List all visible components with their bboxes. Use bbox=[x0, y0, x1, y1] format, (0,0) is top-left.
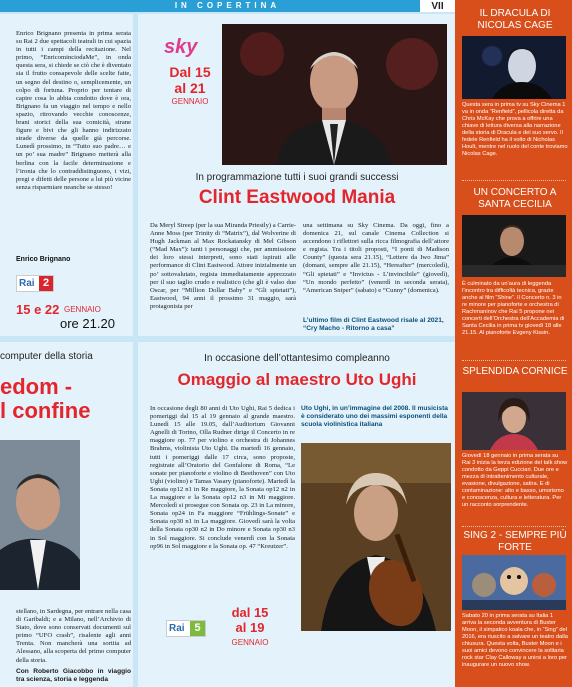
rai5-logo-number: 5 bbox=[190, 621, 205, 636]
sidebar-item-2-title: SPLENDIDA CORNICE bbox=[462, 366, 568, 377]
giacobbo-credit: Con Roberto Giacobbo in viaggio tra scienza, storia e leggenda bbox=[16, 667, 131, 683]
eastwood-headline: Clint Eastwood Mania bbox=[198, 187, 396, 208]
eastwood-caption: L’ultimo film di Clint Eastwood risale al 2021, “Cry Macho - Ritorno a casa” bbox=[303, 317, 444, 332]
sidebar-item-2-photo bbox=[462, 392, 566, 450]
eastwood-dates-to: al 21 bbox=[174, 80, 206, 96]
giacobbo-photo bbox=[0, 440, 80, 590]
eastwood-article-col2: una settimana su Sky Cinema. Da oggi, fino a domenica 21, sul canale Cinema Collection si accendono i riflettori sulla ricca filmografia dell’attore e regista. Tra i titoli proposti, “I ponti di Madison County” (questa sera 21.15), “Lettere da Iwo Jima” (domani, sempre alle 21.15), “Hereafter” (mercoledì), “Gli spietati” e “Invictus - L’invincibile” (giovedì), “Un mondo perfetto” (venerdì in seconda serata), “American Sniper” (sabato) e “Cunny” (domenica). bbox=[303, 222, 449, 294]
rai2-logo bbox=[16, 275, 54, 292]
giacobbo-kicker: computer della storia bbox=[0, 351, 93, 362]
ughi-kicker: In occasione dell’ottantesimo compleanno bbox=[204, 353, 390, 364]
sidebar-item-0-text: Questa sera in prima tv su Sky Cinema 1 va in onda “Renfield”, pellicola diretta da Chris McKay che prova a offrire una chiave di lettura diversa alla narrazione della storia di Dracula e del suo servo. Il fedele Renfield ha il volto di Nicholas Hoult, mentre nel ruolo del conte troviamo Nicolas Cage. bbox=[462, 102, 568, 157]
sing2-illustration bbox=[462, 555, 566, 610]
sidebar-item-3-text: Sabato 20 in prima serata su Italia 1 arriva la seconda avventura di Buster Moon, il simpatico koala che, in “Sing” del 2016, era riuscito a salvare un teatro dalla chiusura. Questa volta, Buster Moon e i suoi amici devono convincere la solitaria rock star Clay Calloway a unirsi a loro per inaugurare un nuovo show. bbox=[462, 613, 568, 668]
ughi-photo bbox=[301, 443, 451, 631]
sidebar-separator bbox=[462, 360, 566, 361]
giacobbo-headline-line1: edom - bbox=[0, 374, 73, 399]
section-title: IN COPERTINA bbox=[174, 1, 281, 10]
kissin-illustration bbox=[462, 215, 566, 277]
ughi-dates bbox=[215, 605, 285, 635]
brignano-dates: 15 e 22 bbox=[16, 302, 60, 317]
sidebar-item-3-photo bbox=[462, 555, 566, 610]
giacobbo-headline-line2: l confine bbox=[0, 398, 91, 423]
sidebar-item-3-title: SING 2 - SEMPRE PIÙ FORTE bbox=[463, 530, 567, 553]
ughi-portrait-illustration bbox=[301, 443, 451, 631]
rai2-logo-number: 2 bbox=[39, 276, 53, 291]
sidebar-item-1-text: È culminato da un’aura di leggenda l’incontro tra difficoltà tecnica, grazie anche al film “Shine”. Il Concerto n. 3 in re minore per pianoforte e orchestra di Rachmaninov che Rai 5 propone nei concerti dell’Orchestra dell’Accademia di Santa Cecilia in prima tv giovedì 18 alle 21.15. Al pianoforte Evgeny Kissin. bbox=[462, 281, 565, 336]
eastwood-kicker: In programmazione tutti i suoi grandi successi bbox=[195, 172, 399, 183]
eastwood-photo bbox=[222, 24, 447, 165]
giacobbo-article-text bbox=[16, 608, 131, 684]
rai2-logo-text: Rai bbox=[19, 278, 35, 289]
sidebar-item-1-photo bbox=[462, 215, 566, 277]
sidebar-item-0-title: IL DRACULA DI NICOLAS CAGE bbox=[477, 8, 553, 31]
eastwood-month: GENNAIO bbox=[171, 97, 209, 106]
cucciari-illustration bbox=[462, 392, 566, 450]
brignano-time: ore 21.20 bbox=[60, 316, 115, 331]
giacobbo-portrait-illustration bbox=[0, 440, 80, 590]
ughi-article-text: In occasione degli 80 anni di Uto Ughi, Rai 5 dedica i pomeriggi dal 15 al 19 gennaio al grande maestro. Lunedì 15 alle 19.05, dall’Auditorium Giovanni Agnelli di Torino, Olla Rudner dirige il Concerto in re maggiore op. 77 per violino e orchestra di Johannes Brahms, violinista Uto Ughi. Da martedì 16 gennaio, tutti i pomeriggi dalle 17 circa, sono proposte, registrate all’Oratorio del Gonfalone di Roma, “Le sonate per pianoforte e violino di Beethoven” con Uto Ughi (violino) e Tamas Vasary (pianoforte). Martedì la Sonata op12 n1 in Re maggiore, la Sonata op12 n2 in La maggiore e la Sonata op12 n3 in Mi maggiore. Mercoledì si prosegue con Sonata op. 23 in La minore, Sonata op24 in Fa maggiore “Frühlings-Sonate” e Sonata op30 n1 in La maggiore. Giovedì sarà la volta della Sonata op30 n2 in Do minore e Sonata op30 n3 in Sol maggiore. Si conclude venerdì con la Sonata op96 in Sol maggiore e la Sonata op. 47 “Kreutzer”. bbox=[150, 405, 295, 550]
eastwood-dates-from: Dal 15 bbox=[169, 64, 211, 80]
sidebar-item-0-photo bbox=[462, 36, 566, 99]
rai5-logo-text: Rai bbox=[169, 623, 185, 634]
brignano-article-text: Enrico Brignano presenta in prima serata su Rai 2 due spettacoli teatrali in cui spazia in tutti i campi della recitazione. Nel primo, “EnricominciodaMe”, in onda questa sera, si chiede se ciò che è diventato sia il frutto consapevole delle scelte fatte, un segno del destino o, semplicemente, un colpo di fortuna. Proprio per tentare di capire cosa lo abbia condotto dove è ora, Brignano fa un viaggio nel tempo e nello spazio, ritrovando vecchie conoscenze, brani storici della sua comicità, strane figure e bivi che gli hanno indirizzato strade diverse da quelle già percorse. Lunedì prossimo, in “Tutto suo padre… e un po’ sua madre” Brignano metterà alla berlina con la facile determinazione e l’ironia che lo contraddistinguono, i vizi, pregi e difetti delle persone a lui più vicine senza risparmiare neanche se stesso! bbox=[16, 30, 131, 191]
eastwood-portrait-illustration bbox=[222, 24, 447, 165]
dracula-illustration bbox=[462, 36, 566, 99]
ughi-dates-from: dal 15 bbox=[231, 605, 269, 620]
ughi-dates-to: al 19 bbox=[235, 620, 265, 635]
ughi-month: GENNAIO bbox=[231, 638, 269, 647]
brignano-author: Enrico Brignano bbox=[16, 256, 71, 263]
sidebar-item-1-title: UN CONCERTO A SANTA CECILIA bbox=[473, 187, 557, 210]
eastwood-article-col1: Da Meryl Streep (per la sua Miranda Priestly) a Carrie-Anne Moss (per Trinity di “Matrix”), dal Wolverine di Hugh Jackman al Max Rockatansky di Mel Gibson (“Mad Max”): tanti i personaggi che, per ammissione dei loro stessi interpreti, sono stati ispirati alle performance di Clint Eastwood. Attore inizialmente un po’ sottovalutato, regista immediatamente apprezzato per il suo taglio crudo e realistico (che gli è valso due Oscar, per “Million Dollar Baby” e “Gli spietati”), Eastwood, 94 anni il prossimo 31 maggio, sarà protagonista per bbox=[150, 222, 296, 310]
sidebar-separator bbox=[462, 526, 566, 527]
ughi-caption: Uto Ughi, in un’immagine del 2008. Il musicista è considerato uno dei massimi esponenti della scuola violinistica italiana bbox=[301, 405, 448, 428]
sky-logo: sky bbox=[164, 36, 198, 58]
brignano-month: GENNAIO bbox=[64, 305, 101, 314]
ughi-headline: Omaggio al maestro Uto Ughi bbox=[177, 370, 417, 389]
rai5-logo bbox=[166, 620, 206, 637]
page-number: VII bbox=[420, 0, 455, 14]
giacobbo-article-body: stellano, in Sardegna, per entrare nella casa di Garibaldi; e a Milano, nell’Archivio di Stato, dove sono conservati documenti sul primo “UFO crash”, risalente agli anni Trenta. Non mancherà una sortita ad Alessano, alla scoperta del primo computer della storia. bbox=[16, 608, 131, 664]
eastwood-dates bbox=[160, 64, 220, 96]
sidebar-separator bbox=[462, 180, 566, 181]
sidebar-item-2-text: Giovedì 18 gennaio in prima serata su Rai 3 inizia la terza edizione del talk show condotto da Geppi Cucciari. Due ore e mezza di intrattenimento culturale, evasione, divulgazione, satira. E di contaminazione: alto e basso, umorismo e conoscenza, cultura e letteratura. Per un racconto sorprendente. bbox=[462, 453, 568, 508]
